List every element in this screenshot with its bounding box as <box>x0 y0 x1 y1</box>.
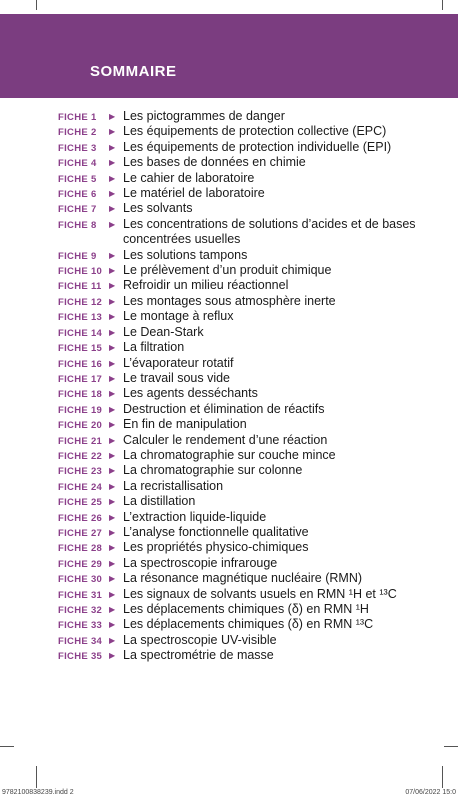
arrow-icon: ▶ <box>109 574 116 584</box>
arrow-icon: ▶ <box>109 512 116 522</box>
fiche-number <box>58 417 109 431</box>
arrow-icon: ▶ <box>109 373 116 383</box>
fiche-number <box>58 294 109 308</box>
fiche-number <box>58 433 109 447</box>
fiche-label: FICHE <box>58 266 88 278</box>
toc-entry[interactable] <box>58 417 438 432</box>
toc-entry[interactable] <box>58 448 438 463</box>
toc-entry-title: La résonance magnétique nucléaire (RMN) <box>123 571 363 586</box>
fiche-num: 14 <box>90 327 103 339</box>
toc-entry[interactable] <box>58 463 438 478</box>
toc-entry[interactable] <box>58 433 438 448</box>
fiche-number <box>58 540 109 554</box>
fiche-number <box>58 494 109 508</box>
crop-mark <box>442 766 443 788</box>
fiche-label: FICHE <box>58 450 88 462</box>
fiche-num: 30 <box>90 574 103 586</box>
toc-entry[interactable] <box>58 510 438 525</box>
toc-entry[interactable] <box>58 140 438 155</box>
fiche-num: 4 <box>90 158 97 170</box>
fiche-label: FICHE <box>58 651 88 663</box>
toc-entry-title: La spectroscopie infrarouge <box>123 555 278 570</box>
toc-entry-title: La spectroscopie UV-visible <box>123 632 277 647</box>
header-band <box>0 14 458 98</box>
fiche-num: 24 <box>90 481 103 493</box>
fiche-label: FICHE <box>58 250 88 262</box>
fiche-num: 34 <box>90 635 103 647</box>
fiche-num: 25 <box>90 497 103 509</box>
toc-entry-title: Les concentrations de solutions d’acides et de bases concentrées usuelles <box>123 216 416 247</box>
fiche-number <box>58 171 109 185</box>
fiche-num: 8 <box>90 219 97 231</box>
fiche-label: FICHE <box>58 173 88 185</box>
fiche-number <box>58 140 109 154</box>
toc-entry-title: Le montage à reflux <box>123 309 234 324</box>
toc-entry-title: Les agents desséchants <box>123 386 258 401</box>
fiche-number <box>58 278 109 292</box>
fiche-label: FICHE <box>58 312 88 324</box>
toc-entry-title: Les bases de données en chimie <box>123 155 306 170</box>
toc-entry[interactable] <box>58 540 438 555</box>
fiche-label: FICHE <box>58 512 88 524</box>
fiche-number <box>58 510 109 524</box>
arrow-icon: ▶ <box>109 420 116 430</box>
arrow-icon: ▶ <box>109 527 116 537</box>
toc-entry-title: La filtration <box>123 340 185 355</box>
crop-mark <box>36 766 37 788</box>
arrow-icon: ▶ <box>109 635 116 645</box>
fiche-label: FICHE <box>58 481 88 493</box>
fiche-num: 6 <box>90 189 97 201</box>
toc-entry-title: L’extraction liquide-liquide <box>123 509 267 524</box>
fiche-number <box>58 571 109 585</box>
fiche-num: 1 <box>90 112 97 123</box>
fiche-number <box>58 479 109 493</box>
toc-entry-title: Le prélèvement d’un produit chimique <box>123 263 332 278</box>
toc-entry-title: La recristallisation <box>123 478 224 493</box>
fiche-num: 15 <box>90 343 103 355</box>
fiche-number <box>58 248 109 262</box>
fiche-num: 9 <box>90 250 97 262</box>
fiche-label: FICHE <box>58 389 88 401</box>
crop-mark <box>0 746 14 747</box>
toc-entry[interactable] <box>58 171 438 186</box>
toc-entry[interactable] <box>58 386 438 401</box>
arrow-icon: ▶ <box>109 481 116 491</box>
toc-entry[interactable] <box>58 340 438 355</box>
fiche-num: 18 <box>90 389 103 401</box>
fiche-number <box>58 602 109 616</box>
arrow-icon: ▶ <box>109 219 116 229</box>
arrow-icon: ▶ <box>109 466 116 476</box>
arrow-icon: ▶ <box>109 281 116 291</box>
fiche-num: 10 <box>90 266 103 278</box>
toc-entry-title: Le cahier de laboratoire <box>123 170 255 185</box>
toc-entry-title: Le Dean-Stark <box>123 324 204 339</box>
fiche-number <box>58 309 109 323</box>
toc-entry[interactable] <box>58 402 438 417</box>
fiche-label: FICHE <box>58 281 88 293</box>
fiche-num: 26 <box>90 512 103 524</box>
fiche-num: 23 <box>90 466 103 478</box>
fiche-label: FICHE <box>58 497 88 509</box>
arrow-icon: ▶ <box>109 189 116 199</box>
toc-entry-title: Les équipements de protection individuelle (EPI) <box>123 139 392 154</box>
toc-entry[interactable] <box>58 278 438 293</box>
arrow-icon: ▶ <box>109 312 116 322</box>
fiche-num: 32 <box>90 605 103 616</box>
fiche-label: FICHE <box>58 404 88 416</box>
toc-entry-title: Les propriétés physico-chimiques <box>123 540 309 555</box>
fiche-label: FICHE <box>58 589 88 601</box>
toc-entry-title: La chromatographie sur couche mince <box>123 447 336 462</box>
toc-entry[interactable] <box>58 309 438 324</box>
arrow-icon: ▶ <box>109 266 116 276</box>
footer-date: 07/06/2022 15:0 <box>405 789 456 796</box>
fiche-num: 11 <box>90 281 102 293</box>
fiche-label: FICHE <box>58 204 88 216</box>
toc-entry-title: L’évaporateur rotatif <box>123 355 234 370</box>
toc-entry[interactable] <box>58 294 438 309</box>
fiche-number <box>58 340 109 354</box>
toc-entry-title: Le matériel de laboratoire <box>123 186 265 201</box>
fiche-number <box>58 448 109 462</box>
fiche-number <box>58 356 109 370</box>
fiche-number <box>58 587 109 601</box>
arrow-icon: ▶ <box>109 389 116 399</box>
toc-entry[interactable] <box>58 479 438 494</box>
arrow-icon: ▶ <box>109 296 116 306</box>
footer-file: 9782100838239.indd 2 <box>2 789 74 796</box>
fiche-label: FICHE <box>58 158 88 170</box>
fiche-number <box>58 648 109 662</box>
fiche-number <box>58 617 109 631</box>
fiche-label: FICHE <box>58 219 88 231</box>
arrow-icon: ▶ <box>109 589 116 599</box>
toc-entry-title: L’analyse fonctionnelle qualitative <box>123 524 309 539</box>
fiche-label: FICHE <box>58 420 88 432</box>
toc-entry[interactable] <box>58 248 438 263</box>
toc-entry-title: En fin de manipulation <box>123 417 247 432</box>
fiche-label: FICHE <box>58 343 88 355</box>
fiche-num: 2 <box>90 127 97 139</box>
fiche-label: FICHE <box>58 373 88 385</box>
fiche-num: 12 <box>90 296 103 308</box>
fiche-number <box>58 217 109 231</box>
fiche-number <box>58 371 109 385</box>
arrow-icon: ▶ <box>109 204 116 214</box>
fiche-number <box>58 325 109 339</box>
toc-entry[interactable] <box>58 556 438 571</box>
fiche-num: 13 <box>90 312 103 324</box>
fiche-label: FICHE <box>58 635 88 647</box>
fiche-number <box>58 556 109 570</box>
fiche-label: FICHE <box>58 435 88 447</box>
arrow-icon: ▶ <box>109 173 116 183</box>
toc-entry-title: Les montages sous atmosphère inerte <box>123 293 336 308</box>
fiche-num: 20 <box>90 420 103 432</box>
fiche-number <box>58 109 109 123</box>
fiche-label: FICHE <box>58 466 88 478</box>
fiche-num: 3 <box>90 142 97 154</box>
fiche-number <box>58 201 109 215</box>
toc-entry-title: Destruction et élimination de réactifs <box>123 401 325 416</box>
toc-entry[interactable] <box>58 186 438 201</box>
fiche-label: FICHE <box>58 327 88 339</box>
fiche-num: 22 <box>90 450 103 462</box>
fiche-number <box>58 263 109 277</box>
crop-mark <box>36 0 37 10</box>
arrow-icon: ▶ <box>109 543 116 553</box>
toc-entry-title: Calculer le rendement d’une réaction <box>123 432 328 447</box>
fiche-label: FICHE <box>58 296 88 308</box>
toc-entry-title: Refroidir un milieu réactionnel <box>123 278 289 293</box>
arrow-icon: ▶ <box>109 142 116 152</box>
fiche-label: FICHE <box>58 189 88 201</box>
fiche-number <box>58 525 109 539</box>
fiche-number <box>58 124 109 138</box>
fiche-number <box>58 155 109 169</box>
fiche-label: FICHE <box>58 142 88 154</box>
fiche-num: 17 <box>90 373 103 385</box>
toc-entry[interactable] <box>58 124 438 139</box>
toc-entry[interactable] <box>58 571 438 586</box>
arrow-icon: ▶ <box>109 250 116 260</box>
page-title: SOMMAIRE <box>90 63 177 80</box>
crop-mark <box>442 0 443 10</box>
fiche-label: FICHE <box>58 574 88 586</box>
fiche-num: 29 <box>90 558 103 570</box>
fiche-label: FICHE <box>58 558 88 570</box>
fiche-label: FICHE <box>58 127 88 139</box>
toc-entry-title: Les déplacements chimiques (δ) en RMN ¹³C <box>123 617 374 632</box>
fiche-num: 27 <box>90 527 103 539</box>
arrow-icon: ▶ <box>109 450 116 460</box>
fiche-label: FICHE <box>58 527 88 539</box>
fiche-number <box>58 386 109 400</box>
arrow-icon: ▶ <box>109 435 116 445</box>
toc-entry[interactable] <box>58 371 438 386</box>
fiche-label: FICHE <box>58 112 88 123</box>
fiche-num: 16 <box>90 358 103 370</box>
toc-entry[interactable] <box>58 201 438 216</box>
toc-entry[interactable] <box>58 109 438 124</box>
fiche-num: 5 <box>90 173 97 185</box>
arrow-icon: ▶ <box>109 358 116 368</box>
arrow-icon: ▶ <box>109 127 116 137</box>
toc-entry-title: La spectrométrie de masse <box>123 648 274 663</box>
fiche-num: 31 <box>90 589 103 601</box>
toc-entry-title: La chromatographie sur colonne <box>123 463 303 478</box>
fiche-num: 35 <box>90 651 103 663</box>
toc-entry[interactable] <box>58 494 438 509</box>
arrow-icon: ▶ <box>109 651 116 661</box>
toc-entry[interactable] <box>58 217 438 248</box>
toc-entry-title: Les solvants <box>123 201 193 216</box>
toc-entry-title: La distillation <box>123 494 196 509</box>
toc-entry-title: Les pictogrammes de danger <box>123 109 285 123</box>
fiche-num: 21 <box>90 435 103 447</box>
arrow-icon: ▶ <box>109 497 116 507</box>
fiche-number <box>58 402 109 416</box>
fiche-number <box>58 186 109 200</box>
toc-entry[interactable] <box>58 648 438 663</box>
fiche-label: FICHE <box>58 605 88 616</box>
toc-entry[interactable] <box>58 602 438 617</box>
toc-entry[interactable] <box>58 325 438 340</box>
arrow-icon: ▶ <box>109 343 116 353</box>
fiche-number <box>58 633 109 647</box>
fiche-label: FICHE <box>58 620 88 632</box>
toc-entry-title: Le travail sous vide <box>123 370 231 385</box>
toc-entry-title: Les déplacements chimiques (δ) en RMN ¹H <box>123 602 369 616</box>
toc-entry[interactable] <box>58 356 438 371</box>
toc-entry-title: Les signaux de solvants usuels en RMN ¹H et ¹³C <box>123 586 397 601</box>
fiche-num: 28 <box>90 543 103 555</box>
arrow-icon: ▶ <box>109 404 116 414</box>
toc-entry[interactable] <box>58 155 438 170</box>
toc-entry[interactable] <box>58 263 438 278</box>
arrow-icon: ▶ <box>109 327 116 337</box>
fiche-label: FICHE <box>58 543 88 555</box>
toc-entry[interactable] <box>58 587 438 602</box>
arrow-icon: ▶ <box>109 558 116 568</box>
fiche-label: FICHE <box>58 358 88 370</box>
fiche-num: 19 <box>90 404 103 416</box>
arrow-icon: ▶ <box>109 605 116 614</box>
fiche-num: 7 <box>90 204 97 216</box>
fiche-num: 33 <box>90 620 103 632</box>
arrow-icon: ▶ <box>109 112 116 121</box>
crop-mark <box>444 746 458 747</box>
toc-entry-title: Les solutions tampons <box>123 247 248 262</box>
toc-entry[interactable] <box>58 633 438 648</box>
arrow-icon: ▶ <box>109 158 116 168</box>
table-of-contents <box>58 109 438 664</box>
toc-entry[interactable] <box>58 617 438 632</box>
toc-entry[interactable] <box>58 525 438 540</box>
fiche-number <box>58 463 109 477</box>
toc-entry-title: Les équipements de protection collective (EPC) <box>123 124 387 139</box>
arrow-icon: ▶ <box>109 620 116 630</box>
